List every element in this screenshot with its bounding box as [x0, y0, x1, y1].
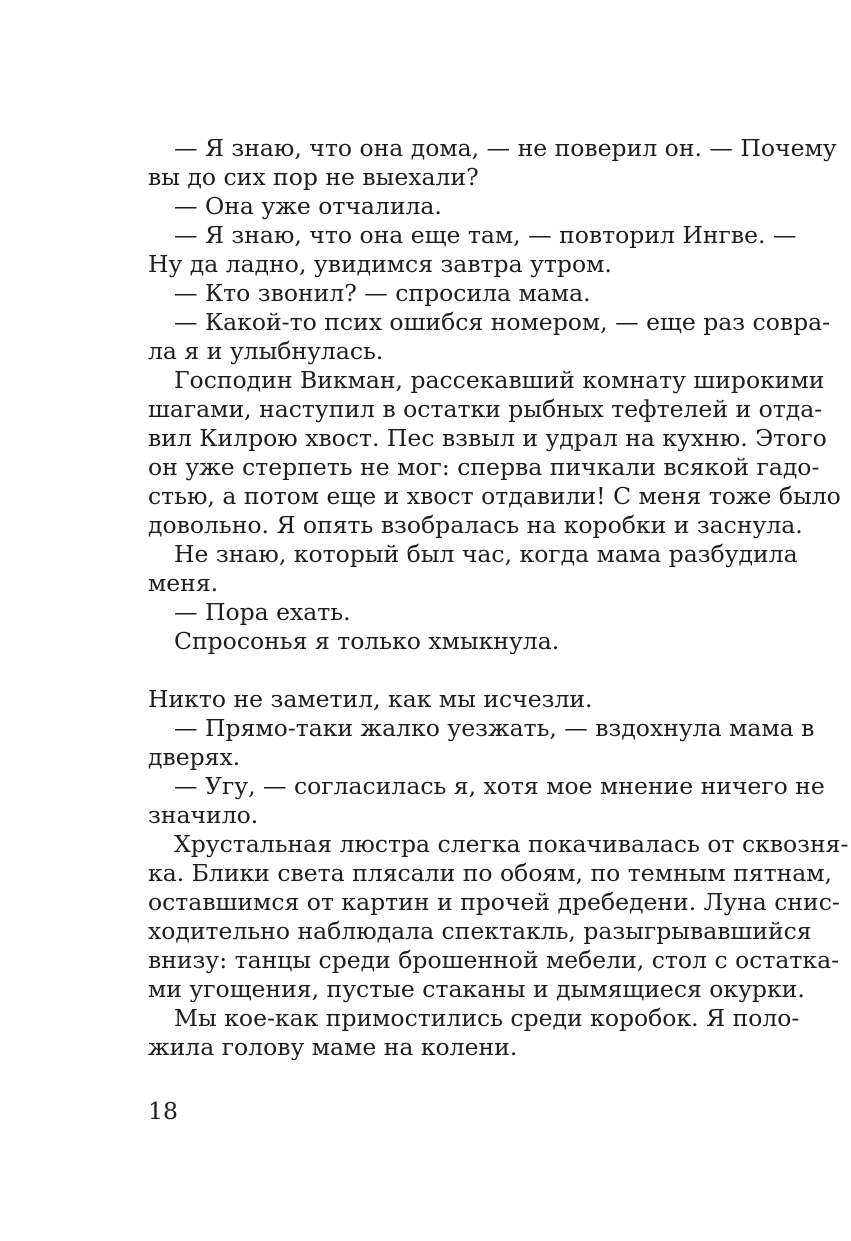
text-line: внизу: танцы среди брошенной мебели, стол с остатка- [148, 946, 840, 974]
text-line: оставшимся от картин и прочей дребедени. Луна снис- [148, 888, 840, 916]
text-line: меня. [148, 569, 219, 597]
text-line: ми угощения, пустые стаканы и дымящиеся окурки. [148, 975, 805, 1003]
text-line: ходительно наблюдала спектакль, разыгрывавшийся [148, 917, 812, 945]
text-line: Не знаю, который был час, когда мама разбудила [174, 540, 798, 568]
text-line: Никто не заметил, как мы исчезли. [148, 685, 593, 713]
text-line: жила голову маме на колени. [148, 1033, 518, 1061]
text-line: — Пора ехать. [174, 598, 351, 626]
text-line: вил Килрою хвост. Пес взвыл и удрал на кухню. Этого [148, 424, 827, 452]
text-line: Хрустальная люстра слегка покачивалась от сквозня- [174, 830, 849, 858]
text-line: — Прямо-таки жалко уезжать, — вздохнула мама в [174, 714, 815, 742]
text-line: значило. [148, 801, 259, 829]
text-line: вы до сих пор не выехали? [148, 163, 479, 191]
text-line: — Она уже отчалила. [174, 192, 442, 220]
body-text [148, 134, 849, 1062]
text-line: он уже стерпеть не мог: сперва пичкали всякой гадо- [148, 453, 820, 481]
text-line: ла я и улыбнулась. [148, 337, 384, 365]
section-break [148, 656, 752, 685]
text-line: ка. Блики света плясали по обоям, по темным пятнам, [148, 859, 833, 887]
text-line: Спросонья я только хмыкнула. [174, 627, 560, 655]
text-line: Господин Викман, рассекавший комнату широкими [174, 366, 825, 394]
text-line: шагами, наступил в остатки рыбных тефтелей и отда- [148, 395, 823, 423]
text-line: — Угу, — согласилась я, хотя мое мнение ничего не [174, 772, 825, 800]
text-line: стью, а потом еще и хвост отдавили! С меня тоже было [148, 482, 841, 510]
text-line: Ну да ладно, увидимся завтра утром. [148, 250, 612, 278]
text-line: дверях. [148, 743, 241, 771]
text-line: — Я знаю, что она еще там, — повторил Ингве. — [174, 221, 797, 249]
page-number: 18 [148, 1097, 178, 1125]
text-line: довольно. Я опять взобралась на коробки и заснула. [148, 511, 803, 539]
text-line: Мы кое-как примостились среди коробок. Я поло- [174, 1004, 800, 1032]
text-line: — Какой-то псих ошибся номером, — еще раз совра- [174, 308, 831, 336]
text-line: — Я знаю, что она дома, — не поверил он. — Почему [174, 134, 837, 162]
text-line: — Кто звонил? — спросила мама. [174, 279, 591, 307]
